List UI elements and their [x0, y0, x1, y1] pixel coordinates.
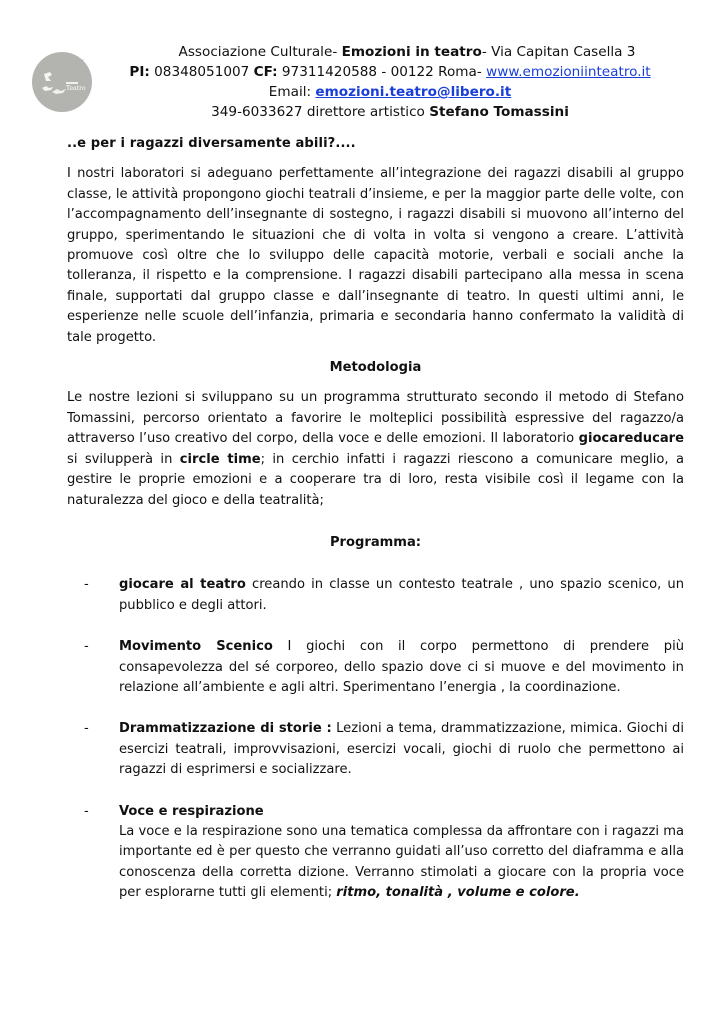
program-item-text: I giochi con il corpo permettono di prendere più consapevolezza del sé corporeo, dello spazio dove ci si muove e del movimento in relazione all’ambiente e agli altri. Sperimentano l’energia , la coordinazione.	[119, 639, 685, 695]
bullet-dash: -	[84, 803, 89, 819]
program-item-title: Movimento Scenico	[119, 639, 273, 655]
letterhead-line-email	[100, 82, 680, 102]
letterhead	[100, 42, 680, 122]
bullet-dash: -	[84, 639, 89, 655]
phone-role: 349-6033627 direttore artistico	[211, 104, 430, 120]
website-link[interactable]: www.emozioniinteatro.it	[486, 64, 651, 80]
letterhead-line-tax-ids	[100, 62, 680, 82]
logo-artwork	[32, 52, 92, 112]
term-circle-time: circle time	[179, 451, 261, 467]
organization-logo-icon	[32, 52, 92, 112]
section-heading-disabled-kids: ..e per i ragazzi diversamente abili?....	[67, 136, 356, 151]
bullet-dash: -	[84, 577, 89, 593]
program-item-title: Voce e respirazione	[119, 803, 264, 819]
term-giocareducare: giocareducare	[578, 431, 684, 447]
program-item-giocare-al-teatro	[67, 575, 684, 616]
program-item-drammatizzazione	[67, 719, 684, 780]
letterhead-line-association: Associazione Culturale- Emozioni in teatro- Via Capitan Casella 3	[178, 44, 636, 60]
section-heading-program: Programma:	[329, 534, 422, 550]
letterhead-line-director	[100, 102, 680, 122]
logo-text: Teatro	[66, 85, 86, 92]
program-list	[67, 575, 684, 903]
email-label: Email:	[268, 84, 316, 100]
organization-name: Emozioni in teatro	[341, 44, 482, 60]
pi-value: 08348051007	[149, 64, 254, 80]
program-item-movimento-scenico	[67, 637, 684, 698]
program-item-text: Lezioni a tema, drammatizzazione, mimica. Giochi di esercizi teatrali, improvvisazioni, esercizi vocali, giochi di ruolo che permettono ai ragazzi di esprimersi e socializzare.	[119, 721, 684, 778]
program-item-text: La voce e la respirazione sono una tematica complessa da affrontare con i ragazzi ma importante ed è per questo che verranno guidati all’uso corretto del diaframma e alla conoscenza della corretta dizione. Verranno stimolati a giocare con la propria voce per esplorarne tutti gli elementi;	[119, 823, 684, 901]
bullet-dash: -	[84, 721, 89, 737]
program-item-voce-respirazione: - Voce e respirazione La voce e la respirazione sono una tematica complessa da affrontare con i ragazzi ma importante ed è per questo che verranno guidati all’uso corretto del diaframma e alla conoscenza della corretta dizione. Verranno stimolati a giocare con la propria voce per esplorarne tutti gli elementi; ritmo, tonalità , volume e colore.	[84, 803, 684, 901]
program-item-title: Drammatizzazione di storie :	[119, 721, 332, 737]
email-link[interactable]: emozioni.teatro@libero.it	[315, 84, 512, 100]
section-heading-methodology: Metodologia	[329, 360, 422, 376]
program-item-text: creando in classe un contesto teatrale , uno spazio scenico, un pubblico e degli attori.	[119, 577, 685, 613]
pi-label: PI:	[129, 64, 150, 80]
program-item-emphasis: ritmo, tonalità , volume e colore	[336, 885, 575, 901]
cf-value: 97311420588 - 00122 Roma-	[277, 64, 487, 80]
cf-label: CF:	[253, 64, 278, 80]
document-body	[67, 134, 684, 925]
paragraph-methodology: Le nostre lezioni si sviluppano su un programma strutturato secondo il metodo di Stefano Tomassini, percorso orientato a favorire le molteplici possibilità espressive del ragazzo/a attraverso l’uso creativo del corpo, della voce e delle emozioni. Il laboratorio giocareducare si svilupperà in circle time; in cerchio infatti i ragazzi riescono a comunicare meglio, a gestire le proprie emozioni e a cooperare tra di loro, resta visibile così il legame con la naturalezza del gioco e della teatralità;	[67, 390, 684, 508]
director-name: Stefano Tomassini	[429, 104, 569, 120]
paragraph-integration: I nostri laboratori si adeguano perfettamente all’integrazione dei ragazzi disabili al gruppo classe, le attività propongono giochi teatrali d’insieme, e per la maggior parte delle volte, con l’accompagnamento dell’insegnante di sostegno, i ragazzi disabili si muovono all’interno del gruppo, sperimentando le situazioni che di volta in volta si vengono a creare. L’attività promuove così oltre che lo sviluppo delle capacità motorie, verbali e sociali anche la tolleranza, il rispetto e la comprensione. I ragazzi disabili partecipano alla messa in scena finale, supportati dal gruppo classe e dall’insegnante di teatro. In questi ultimi anni, le esperienze nelle scuole dell’infanzia, primaria e secondaria hanno confermato la validità di tale progetto.	[67, 166, 684, 345]
program-item-title: giocare al teatro	[119, 577, 246, 593]
